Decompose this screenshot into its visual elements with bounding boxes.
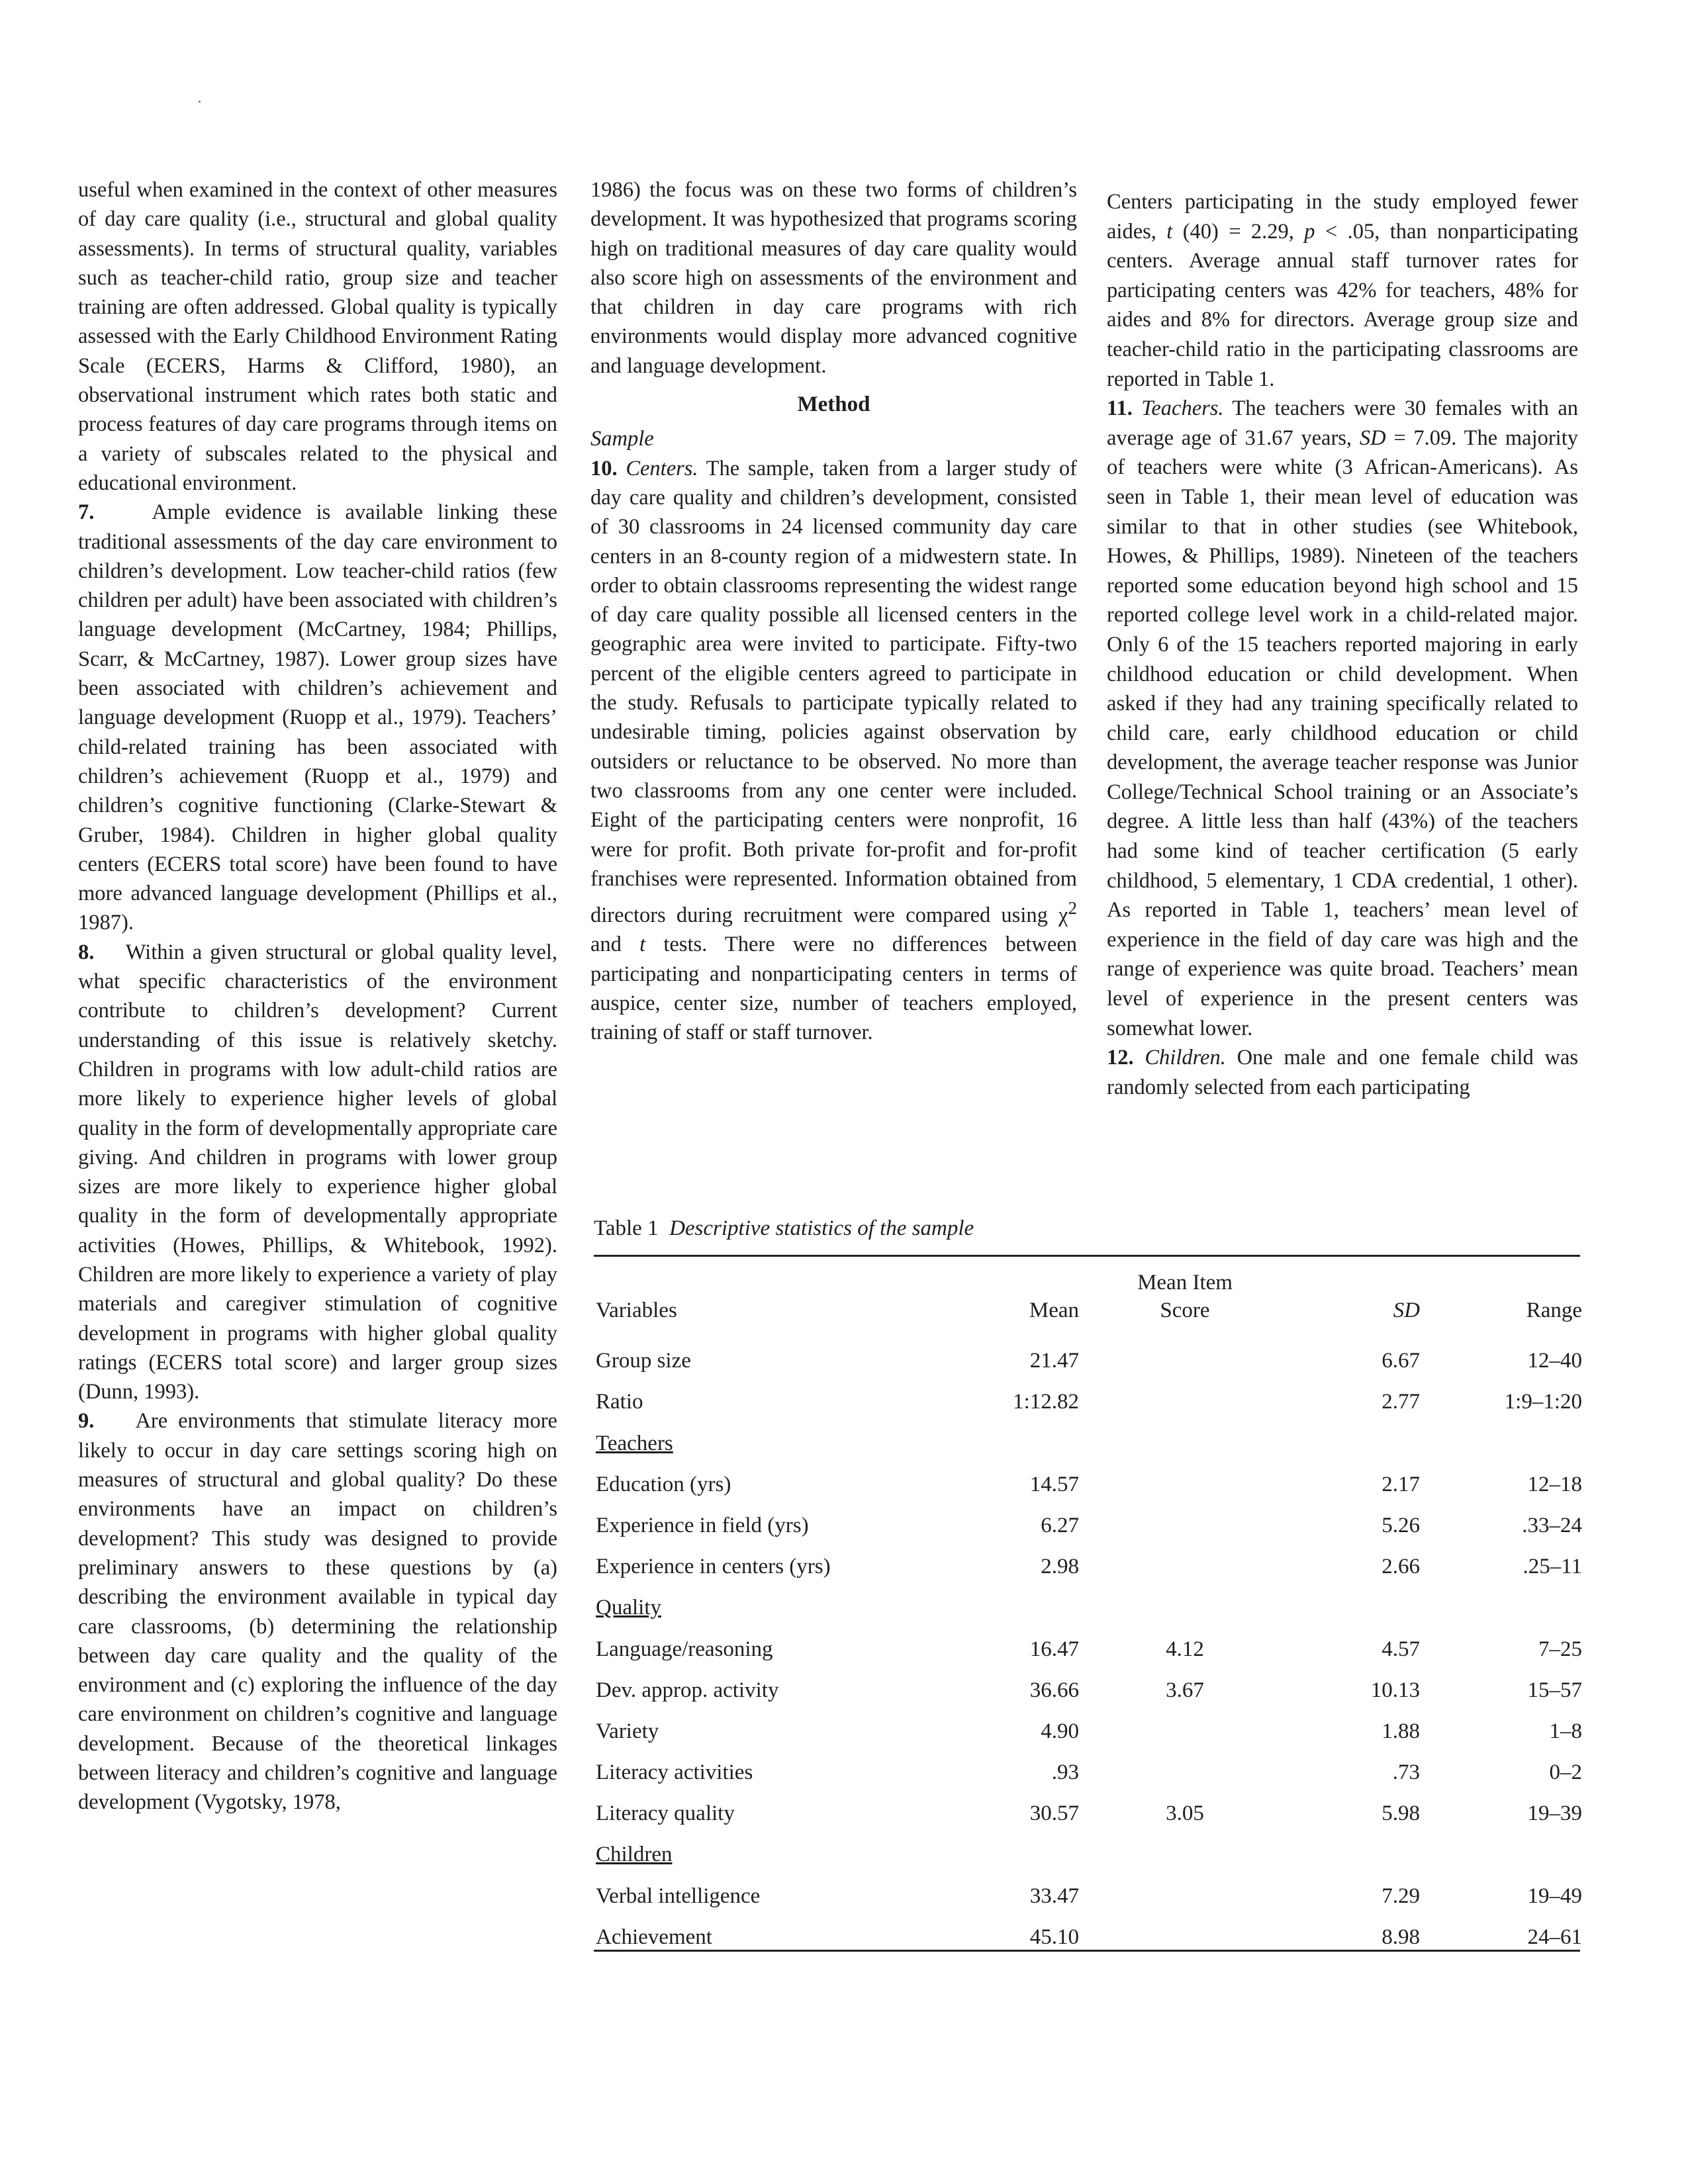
text-column-left xyxy=(78,175,557,1817)
sd-cell: 8.98 xyxy=(1382,1925,1420,1949)
variable-cell: Education (yrs) xyxy=(596,1472,731,1496)
section-label xyxy=(594,1826,993,1867)
mean-cell: 36.66 xyxy=(1029,1678,1079,1702)
paragraph-number: 7. xyxy=(78,500,95,525)
paragraph-number: 8. xyxy=(78,940,95,964)
paragraph-text: and xyxy=(590,933,622,957)
paragraph-text: The teachers were 30 females with an average age of 31.67 years, xyxy=(1107,396,1578,450)
paragraph-11 xyxy=(1107,394,1578,1043)
paragraph-text: < .05, than nonparticipating centers. Average annual staff turnover rates for participating centers was 42% for teachers, 48% for aides and 8% for directors. Average group size and teacher-child ratio in the participating classrooms are reported in Table 1. xyxy=(1107,219,1579,391)
variable-cell: Experience in centers (yrs) xyxy=(596,1555,831,1579)
subsection-heading-sample: Sample xyxy=(590,427,654,451)
mean-cell: 1:12.82 xyxy=(1013,1390,1079,1414)
paragraph-text: One male and one female child was randomly selected from each participating xyxy=(1107,1046,1579,1099)
mean-cell: 45.10 xyxy=(1029,1925,1079,1949)
sd-cell: 2.17 xyxy=(1382,1472,1420,1496)
paragraph-text: (40) = 2.29, xyxy=(1182,219,1294,244)
table-row xyxy=(594,1373,1587,1414)
mean-item-score-cell xyxy=(1079,1867,1291,1908)
mean-cell: 30.57 xyxy=(1029,1801,1079,1826)
table-row xyxy=(594,1909,1587,1950)
mean-item-score-cell: 3.67 xyxy=(1166,1678,1204,1702)
stat-symbol: t xyxy=(1166,219,1173,244)
paragraph-10 xyxy=(590,454,1077,1048)
sd-cell: 6.67 xyxy=(1382,1349,1420,1373)
sd-cell: 1.88 xyxy=(1382,1719,1420,1743)
run-in-heading: Children. xyxy=(1145,1046,1226,1070)
table-header-row xyxy=(594,1257,1587,1332)
sd-cell: 4.57 xyxy=(1382,1637,1420,1661)
sd-cell: 7.29 xyxy=(1382,1884,1420,1908)
paragraph-9-continued xyxy=(590,175,1077,381)
stat-symbol: SD xyxy=(1359,426,1386,450)
text-column-middle xyxy=(590,175,1077,1047)
table-label: Table 1 xyxy=(594,1216,659,1240)
section-heading-method: Method xyxy=(797,392,870,417)
variable-cell: Experience in field (yrs) xyxy=(596,1513,809,1537)
table-row xyxy=(594,1785,1587,1826)
variable-cell: Group size xyxy=(596,1349,691,1373)
table-section-row xyxy=(594,1579,1587,1620)
text-column-right xyxy=(1107,187,1578,1102)
sd-cell: 5.98 xyxy=(1382,1801,1420,1826)
paragraph-text: tests. There were no differences between participating and nonparticipating centers in terms of auspice, center size, number of teachers employed, training of staff or staff turnover. xyxy=(590,933,1078,1045)
header-mean: Mean xyxy=(1029,1298,1079,1322)
mean-item-score-cell xyxy=(1079,1909,1291,1950)
paragraph-text: useful when examined in the context of other measures of day care quality (i.e., structural and global quality assessments). In terms of structural quality, variables such as teacher-child ratio, group size and teacher training are often addressed. Global quality is typically assessed with the Early Childhood Environment Rating Scale (ECERS, Harms & Clifford, 1980), an observational instrument which rates both static and process features of day care programs through items on a variety of subscales related to the physical and educational environment. xyxy=(78,178,557,495)
empty-cell xyxy=(1079,1826,1291,1867)
variable-cell: Literacy quality xyxy=(596,1801,735,1826)
mean-item-score-cell xyxy=(1079,1456,1291,1497)
mean-item-score-cell xyxy=(1079,1538,1291,1579)
mean-cell: 14.57 xyxy=(1029,1472,1079,1496)
variable-cell: Verbal intelligence xyxy=(596,1884,761,1908)
mean-cell: 16.47 xyxy=(1029,1637,1079,1661)
variable-cell: Ratio xyxy=(596,1390,643,1414)
mean-cell: 6.27 xyxy=(1041,1513,1079,1537)
mean-cell: 21.47 xyxy=(1029,1349,1079,1373)
stat-symbol: p xyxy=(1304,219,1315,244)
paragraph-number: 10. xyxy=(590,456,618,480)
table-body xyxy=(594,1332,1587,1950)
header-variables: Variables xyxy=(596,1298,677,1322)
section-label xyxy=(594,1579,993,1620)
mean-item-score-cell: 3.05 xyxy=(1166,1801,1204,1826)
mean-item-score-cell xyxy=(1079,1373,1291,1414)
paragraph-7 xyxy=(78,498,557,937)
paragraph-10-continued xyxy=(1107,187,1578,394)
section-label-text: Quality xyxy=(596,1596,661,1620)
table-row xyxy=(594,1662,1587,1703)
mean-cell: 2.98 xyxy=(1041,1555,1079,1579)
range-cell: 12–18 xyxy=(1527,1472,1582,1496)
range-cell: 19–49 xyxy=(1527,1884,1582,1908)
paragraph-text: = 7.09. The majority of teachers were white (3 African-Americans). As seen in Table 1, their mean level of education was similar to that in other studies (see Whitebook, Howes, & Phillips, 1989). Nineteen of the teachers reported some education beyond high school and 15 reported college level work in a child-related major. Only 6 of the 15 teachers reported majoring in early childhood education or child development. When asked if they had any training specifically related to child care, early childhood education or child development, the average teacher response was Junior College/Technical School training or an Associate’s degree. A little less than half (43%) of the teachers had some kind of teacher certification (5 early childhood, 5 elementary, 1 CDA credential, 1 other). As reported in Table 1, teachers’ mean level of experience in the field of day care was high and the range of experience was quite broad. Teachers’ mean level of experience in the present centers was somewhat lower. xyxy=(1107,426,1578,1040)
paragraph-8 xyxy=(78,938,557,1407)
table-row xyxy=(594,1538,1587,1579)
range-cell: 1:9–1:20 xyxy=(1504,1390,1582,1414)
range-cell: 15–57 xyxy=(1527,1678,1582,1702)
empty-cell xyxy=(1079,1414,1291,1455)
run-in-heading: Centers. xyxy=(626,456,698,480)
empty-cell xyxy=(993,1414,1079,1455)
range-cell: .33–24 xyxy=(1522,1513,1582,1537)
empty-cell xyxy=(1291,1579,1420,1620)
variable-cell: Language/reasoning xyxy=(596,1637,773,1661)
empty-cell xyxy=(1420,1579,1587,1620)
paragraph-6-continued xyxy=(78,175,557,498)
variable-cell: Variety xyxy=(596,1719,659,1743)
paragraph-text: Within a given structural or global quality level, what specific characteristics of the environment contribute to children’s development? Current understanding of this issue is relatively sketchy. Children in programs with low adult-child ratios are more likely to experience higher levels of global quality in the form of developmentally appropriate care giving. And children in programs with lower group sizes are more likely to experience higher global quality in the form of developmentally appropriate activities (Howes, Phillips, & Whitebook, 1992). Children are more likely to experience a variety of play materials and caregiver stimulation of cognitive development in programs with higher global quality ratings (ECERS total score) and larger group sizes (Dunn, 1993). xyxy=(78,940,557,1404)
empty-cell xyxy=(1291,1414,1420,1455)
mean-item-score-cell xyxy=(1079,1497,1291,1538)
empty-cell xyxy=(1420,1826,1587,1867)
range-cell: 19–39 xyxy=(1527,1801,1582,1826)
section-label-text: Children xyxy=(596,1843,673,1867)
sd-cell: 5.26 xyxy=(1382,1513,1420,1537)
table-row xyxy=(594,1867,1587,1908)
mean-item-score-cell: 4.12 xyxy=(1166,1637,1204,1661)
range-cell: 7–25 xyxy=(1538,1637,1582,1661)
sd-cell: 2.66 xyxy=(1382,1555,1420,1579)
table-row xyxy=(594,1620,1587,1661)
header-mean-item-score xyxy=(1079,1257,1291,1332)
empty-cell xyxy=(993,1579,1079,1620)
table-row xyxy=(594,1332,1587,1373)
header-range: Range xyxy=(1526,1298,1582,1322)
header-sd xyxy=(1291,1257,1420,1332)
table-row xyxy=(594,1497,1587,1538)
empty-cell xyxy=(1420,1414,1587,1455)
mean-item-score-cell xyxy=(1079,1744,1291,1785)
empty-cell xyxy=(1079,1579,1291,1620)
table-caption xyxy=(594,1212,1580,1244)
paragraph-number: 12. xyxy=(1107,1046,1134,1070)
paragraph-text: The sample, taken from a larger study of day care quality and children’s development, consisted of 30 classrooms in 24 licensed community day care centers in an 8-county region of a midwestern state. In order to obtain classrooms representing the widest range of day care quality possible all licensed centers in the geographic area were invited to participate. Fifty-two percent of the eligible centers agreed to participate in the study. Refusals to participate typically related to undesirable timing, policies against observation by outsiders or reluctance to be observed. No more than two classrooms from any one center were included. Eight of the participating centers were nonprofit, 16 were for profit. Both private for-profit and for-profit franchises were represented. Information obtained from directors during recruitment were compared using χ xyxy=(590,456,1077,927)
variable-cell: Dev. approp. activity xyxy=(596,1678,779,1702)
mean-cell: 33.47 xyxy=(1029,1884,1079,1908)
mean-item-score-cell xyxy=(1079,1332,1291,1373)
paragraph-text: 1986) the focus was on these two forms of children’s development. It was hypothesized that programs scoring high on traditional measures of day care quality would also score high on assessments of the environment and that children in day care programs with rich environments would display more advanced cognitive and language development. xyxy=(590,178,1077,378)
variable-cell: Literacy activities xyxy=(596,1760,753,1785)
range-cell: 12–40 xyxy=(1527,1349,1582,1373)
stat-symbol: t xyxy=(639,933,646,957)
empty-cell xyxy=(993,1826,1079,1867)
variable-cell: Achievement xyxy=(596,1925,712,1949)
header-sd-text: SD xyxy=(1393,1298,1420,1322)
section-label xyxy=(594,1414,993,1455)
range-cell: .25–11 xyxy=(1523,1555,1582,1579)
paragraph-text: Ample evidence is available linking these traditional assessments of the day care environment to children’s development. Low teacher-child ratios (few children per adult) have been associated with children’s language development (McCartney, 1984; Phillips, Scarr, & McCartney, 1987). Lower group sizes have been associated with children’s achievement and language development (Ruopp et al., 1979). Teachers’ child-related training has been associated with children’s achievement (Ruopp et al., 1979) and children’s cognitive functioning (Clarke-Stewart & Gruber, 1984). Children in higher global quality centers (ECERS total score) have been found to have more advanced language development (Phillips et al., 1987). xyxy=(78,500,557,935)
mean-cell: .93 xyxy=(1051,1760,1079,1785)
sd-cell: 10.13 xyxy=(1370,1678,1420,1702)
table-bottom-rule xyxy=(594,1950,1580,1952)
mean-cell: 4.90 xyxy=(1041,1719,1079,1743)
range-cell: 24–61 xyxy=(1527,1925,1582,1949)
table-row xyxy=(594,1456,1587,1497)
superscript: 2 xyxy=(1068,898,1077,919)
range-cell: 1–8 xyxy=(1549,1719,1582,1743)
scan-speck xyxy=(199,101,201,103)
header-line-1: Mean Item xyxy=(1137,1271,1233,1295)
paragraph-number: 9. xyxy=(78,1409,95,1433)
mean-item-score-cell xyxy=(1079,1703,1291,1744)
sd-cell: 2.77 xyxy=(1382,1390,1420,1414)
table-section-row xyxy=(594,1414,1587,1455)
descriptive-statistics-table xyxy=(594,1257,1587,1950)
table-title: Descriptive statistics of the sample xyxy=(669,1216,974,1240)
empty-cell xyxy=(1291,1826,1420,1867)
sd-cell: .73 xyxy=(1392,1760,1420,1785)
paragraph-text: Are environments that stimulate literacy more likely to occur in day care settings scoring high on measures of structural and global quality? Do these environments have an impact on children’s development? This study was designed to provide preliminary answers to these questions by (a) describing the environment available in typical day care classrooms, (b) determining the relationship between day care quality and the quality of the environment and (c) exploring the influence of the day care environment on children’s cognitive and language development. Because of the theoretical linkages between literacy and children’s cognitive and language development (Vygotsky, 1978, xyxy=(78,1409,557,1815)
range-cell: 0–2 xyxy=(1549,1760,1582,1785)
header-line-2: Score xyxy=(1160,1298,1210,1322)
table-row xyxy=(594,1744,1587,1785)
table-section-row xyxy=(594,1826,1587,1867)
paragraph-9 xyxy=(78,1406,557,1817)
table-row xyxy=(594,1703,1587,1744)
paragraph-12 xyxy=(1107,1043,1578,1102)
run-in-heading: Teachers. xyxy=(1141,396,1224,421)
paragraph-text: Centers participating in the study employed fewer aides, xyxy=(1107,190,1578,244)
section-label-text: Teachers xyxy=(596,1431,673,1455)
paragraph-number: 11. xyxy=(1107,396,1133,421)
table-1 xyxy=(594,1212,1580,1952)
